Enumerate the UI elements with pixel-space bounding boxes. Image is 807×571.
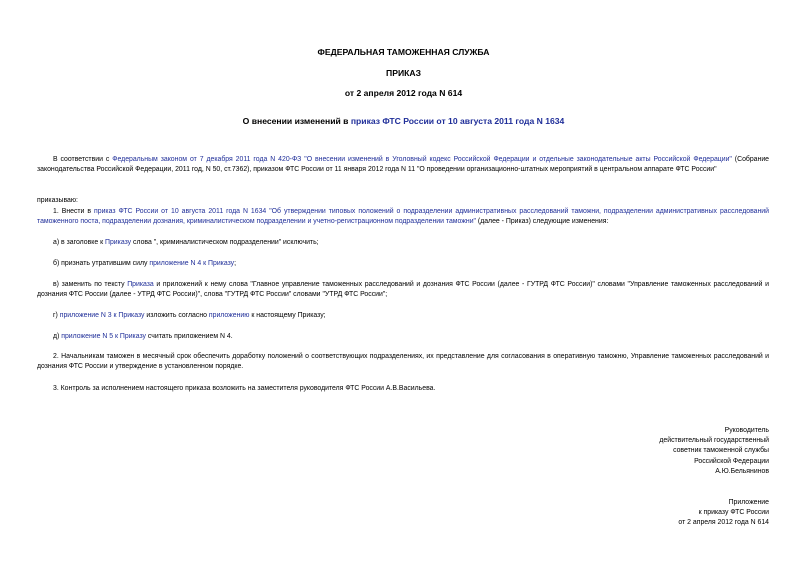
appendix-link[interactable]: приложению	[208, 312, 250, 319]
item-b-text-2: ;	[234, 260, 237, 267]
doc-title	[0, 116, 807, 126]
appendix-block	[500, 498, 769, 529]
preamble-text-1: В соответствии с	[53, 156, 113, 163]
appendix-3-link[interactable]: приложение N 3 к Приказу	[59, 312, 145, 319]
order-link-v[interactable]: Приказа	[127, 281, 154, 288]
signature-line-2: действительный государственный	[659, 437, 769, 445]
signature-name: А.Ю.Бельянинов	[715, 467, 769, 475]
item-g-text-1: г)	[53, 312, 60, 319]
appendix-line-3: от 2 апреля 2012 года N 614	[678, 519, 769, 527]
item-v-text-1: в) заменить по тексту	[53, 281, 128, 288]
item-3-paragraph: 3. Контроль за исполнением настоящего приказа возложить на заместителя руководителя ФТС России А.В.Васильева.	[53, 385, 436, 392]
item-v-paragraph	[37, 280, 769, 300]
doc-title-prefix: О внесении изменений в	[242, 116, 351, 126]
item-2-paragraph: 2. Начальникам таможен в месячный срок обеспечить доработку положений о соответствующих подразделениях, их представление для согласования в оперативную таможню, Управление таможенных расследований и дознания ФТС России и утверждение в установленном порядке.	[37, 353, 769, 371]
item-v-text-2: и приложений к нему слова "Главное управление таможенных расследований и дознания ФТС России (далее - ГУТРД ФТС России)" словами "Управление таможенных расследований и дознания ФТС России (далее - УТРД ФТС России)", слова "ГУТРД ФТС России" словами "УТРД ФТС России";	[37, 281, 769, 299]
item-a-text-2: слова ", криминалистическом подразделении" исключить;	[131, 239, 319, 246]
signature-line-1: Руководитель	[724, 427, 769, 434]
preamble-paragraph	[37, 155, 769, 175]
appendix-5-link[interactable]: приложение N 5 к Приказу	[61, 333, 146, 340]
item-1-paragraph	[37, 207, 769, 227]
doc-type: ПРИКАЗ	[386, 68, 421, 78]
item-d-text-1: д)	[53, 333, 62, 340]
doc-date-number: от 2 апреля 2012 года N 614	[344, 88, 463, 98]
preamble-text-2: (Собрание законодательства Российской Федерации, 2011 год, N 50, ст.7362), приказом ФТС России от 11 января 2012 года N 11 "О проведении организационно-штатных мероприятий в центральном аппарате ФТС России"	[37, 156, 770, 174]
appendix-4-link[interactable]: приложение N 4 к Приказу	[149, 260, 235, 267]
signature-block	[500, 426, 769, 477]
item-g-paragraph	[37, 311, 769, 321]
item-d-paragraph	[37, 332, 769, 342]
item-1-text-1: 1. Внести в	[53, 208, 95, 215]
appendix-line-2: к приказу ФТС России	[698, 509, 769, 517]
item-1-text-2: (далее - Приказ) следующие изменения:	[476, 218, 609, 226]
item-b-text-1: б) признать утратившим силу	[53, 260, 150, 267]
appendix-line-1: Приложение	[728, 499, 769, 506]
order-link-a[interactable]: Приказу	[105, 239, 132, 246]
item-d-text-2: считать приложением N 4.	[146, 333, 233, 340]
federal-law-link[interactable]: Федеральным законом от 7 декабря 2011 года N 420-ФЗ "О внесении изменений в Уголовный кодекс Российской Федерации и отдельные законодательные акты Российской Федерации"	[112, 156, 732, 163]
agency-name: ФЕДЕРАЛЬНАЯ ТАМОЖЕННАЯ СЛУЖБА	[317, 47, 490, 57]
signature-line-3: советник таможенной службы	[673, 447, 769, 455]
item-a-text-1: а) в заголовке к	[53, 239, 106, 246]
doc-title-link[interactable]: приказ ФТС России от 10 августа 2011 года N 1634	[350, 116, 565, 126]
item-b-paragraph	[37, 259, 769, 269]
order-word: приказываю:	[37, 197, 78, 204]
item-a-paragraph	[37, 238, 769, 248]
signature-line-4: Российской Федерации	[694, 457, 769, 465]
item-g-text-2: изложить согласно	[144, 312, 209, 319]
order-1634-link[interactable]: приказ ФТС России от 10 августа 2011 года N 1634 "Об утверждении типовых положений о подразделении административных расследований таможни, подразделении административных расследований таможенного поста, подразделении дознания, криминалистическом подразделении и учетно-регистрационном подразделении таможни"	[37, 208, 769, 226]
item-g-text-3: к настоящему Приказу;	[249, 312, 326, 319]
